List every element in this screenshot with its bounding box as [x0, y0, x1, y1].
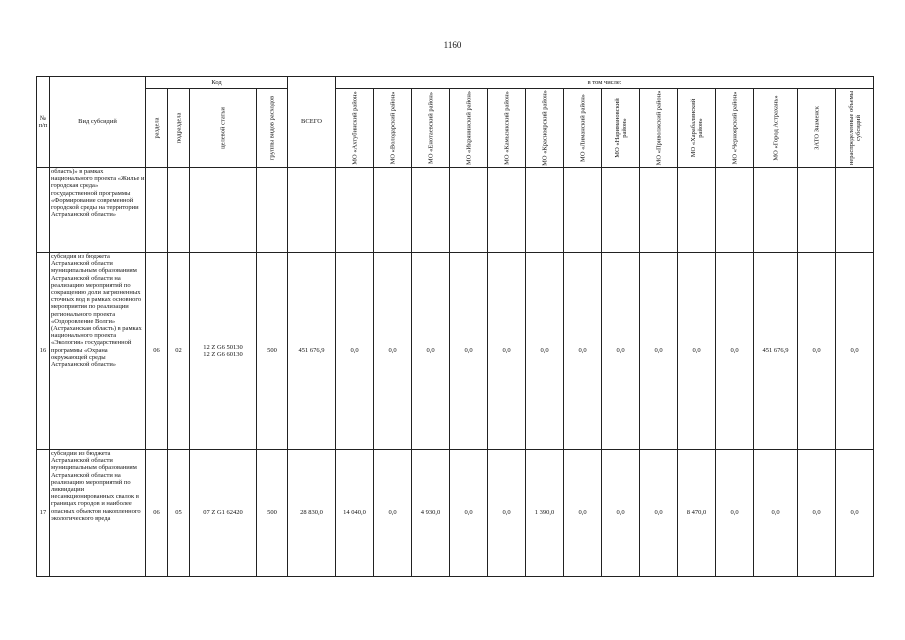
- district-value: [678, 168, 716, 253]
- header-district-col: МО «Город Астрахань»: [754, 89, 798, 168]
- table-row: [37, 253, 874, 450]
- header-code-col: подраздела: [168, 89, 190, 168]
- subsidy-table: [36, 76, 874, 577]
- code-podrazdel: [168, 168, 190, 253]
- district-value: [374, 168, 412, 253]
- district-value: [640, 168, 678, 253]
- district-value: [412, 168, 450, 253]
- row-number: 17: [37, 450, 50, 577]
- district-value: 0,0: [488, 450, 526, 577]
- district-value: [602, 168, 640, 253]
- district-value: 0,0: [488, 253, 526, 450]
- district-value: 0,0: [374, 253, 412, 450]
- district-value: 0,0: [412, 253, 450, 450]
- district-value: 0,0: [526, 253, 564, 450]
- header-code-group: Код: [146, 77, 288, 89]
- district-value: 0,0: [564, 450, 602, 577]
- district-value: 0,0: [798, 253, 836, 450]
- code-razdel: 06: [146, 253, 168, 450]
- district-value: 0,0: [836, 450, 874, 577]
- district-value: [716, 168, 754, 253]
- district-value: 0,0: [640, 450, 678, 577]
- district-value: [836, 168, 874, 253]
- table-row: [37, 168, 874, 253]
- header-code-col: раздела: [146, 89, 168, 168]
- district-value: [564, 168, 602, 253]
- district-value: 8 470,0: [678, 450, 716, 577]
- row-number: [37, 168, 50, 253]
- header-district-col: ЗАТО Знаменск: [798, 89, 836, 168]
- header-code-col: группы видов расходов: [257, 89, 288, 168]
- code-podrazdel: 02: [168, 253, 190, 450]
- subsidy-name: область)» в рамках национального проекта «Жилье и городская среда» государственной программы «Формирование современной городской среды на территории Астраханской области»: [50, 168, 146, 253]
- page-number: 1160: [443, 40, 462, 50]
- code-expense-group: 500: [257, 253, 288, 450]
- code-expense-group: 500: [257, 450, 288, 577]
- district-value: 1 390,0: [526, 450, 564, 577]
- code-target-article: [190, 168, 257, 253]
- subsidy-name: субсидия из бюджета Астраханской области муниципальным образованиям Астраханской области на реализацию мероприятий по сокращению доли загрязненных сточных вод в рамках основного мероприятия по реализации регионального проекта «Оздоровление Волги» (Астраханская область) в рамках национального проекта «Экология» государственной программы «Охрана окружающей среды Астраханской области»: [50, 253, 146, 450]
- header-district-col: МО «Енотаевский район»: [412, 89, 450, 168]
- district-value: 0,0: [450, 253, 488, 450]
- code-expense-group: [257, 168, 288, 253]
- header-including: в том числе:: [336, 77, 874, 89]
- district-value: [488, 168, 526, 253]
- total-value: [288, 168, 336, 253]
- district-value: 0,0: [336, 253, 374, 450]
- header-district-col: нераспределенные объемы субсидий: [836, 89, 874, 168]
- header-district-col: МО «Икрянинский район»: [450, 89, 488, 168]
- district-value: 0,0: [754, 450, 798, 577]
- total-value: 28 830,0: [288, 450, 336, 577]
- header-no: № п/п: [37, 77, 50, 168]
- subsidy-name: субсидии из бюджета Астраханской области муниципальным образованиям Астраханской области на реализацию мероприятий по ликвидации несанкционированных свалок в границах городов и наиболее опасных объектов накопленного экологического вреда: [50, 450, 146, 577]
- district-value: [526, 168, 564, 253]
- header-district-col: МО «Наримановский район»: [602, 89, 640, 168]
- header-district-col: МО «Лиманский район»: [564, 89, 602, 168]
- header-type: Вид субсидий: [50, 77, 146, 168]
- district-value: [336, 168, 374, 253]
- district-value: 0,0: [716, 253, 754, 450]
- code-target-article: 07 Z G1 62420: [190, 450, 257, 577]
- district-value: 0,0: [678, 253, 716, 450]
- district-value: 14 040,0: [336, 450, 374, 577]
- district-value: [754, 168, 798, 253]
- header-district-col: МО «Красноярский район»: [526, 89, 564, 168]
- district-value: 0,0: [602, 253, 640, 450]
- header-district-col: МО «Володарский район»: [374, 89, 412, 168]
- district-value: 0,0: [716, 450, 754, 577]
- header-total: ВСЕГО: [288, 77, 336, 168]
- header-district-col: МО «Харабалинский район»: [678, 89, 716, 168]
- header-code-col: целевой статьи: [190, 89, 257, 168]
- header-district-col: МО «Камызякский район»: [488, 89, 526, 168]
- header-district-col: МО «Приволжский район»: [640, 89, 678, 168]
- district-value: [798, 168, 836, 253]
- district-value: 0,0: [374, 450, 412, 577]
- district-value: 0,0: [564, 253, 602, 450]
- district-value: 0,0: [640, 253, 678, 450]
- district-value: 451 676,9: [754, 253, 798, 450]
- header-district-col: МО «Черноярский район»: [716, 89, 754, 168]
- header-district-col: МО «Ахтубинский район»: [336, 89, 374, 168]
- code-razdel: 06: [146, 450, 168, 577]
- district-value: 4 930,0: [412, 450, 450, 577]
- code-target-article: 12 Z G6 50130 12 Z G6 60130: [190, 253, 257, 450]
- code-razdel: [146, 168, 168, 253]
- district-value: 0,0: [836, 253, 874, 450]
- district-value: [450, 168, 488, 253]
- code-podrazdel: 05: [168, 450, 190, 577]
- row-number: 16: [37, 253, 50, 450]
- table-row: [37, 450, 874, 577]
- total-value: 451 676,9: [288, 253, 336, 450]
- district-value: 0,0: [798, 450, 836, 577]
- district-value: 0,0: [450, 450, 488, 577]
- district-value: 0,0: [602, 450, 640, 577]
